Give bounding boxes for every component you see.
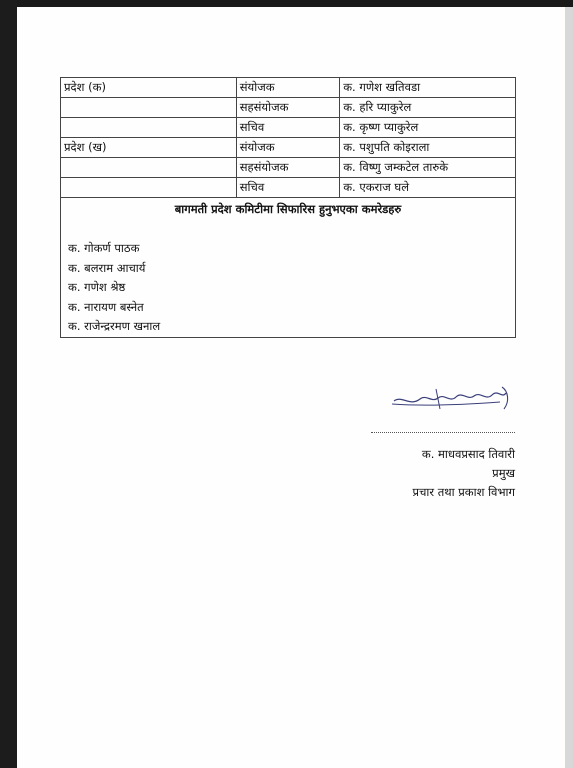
role-cell: संयोजक [236, 78, 339, 98]
committee-table [60, 77, 516, 338]
bagmati-section [61, 198, 516, 338]
name-cell: क. पशुपति कोइराला [340, 138, 516, 158]
name-cell: क. गणेश खतिवडा [340, 78, 516, 98]
name-cell: क. कृष्ण प्याकुरेल [340, 118, 516, 138]
bagmati-section-row [61, 198, 516, 338]
top-border [0, 0, 573, 7]
province-cell: प्रदेश (क) [61, 78, 237, 98]
left-border [0, 0, 17, 768]
bagmati-section-title: बागमती प्रदेश कमिटीमा सिफारिस हुनुभएका कमरेडहरु [174, 202, 402, 216]
list-item: क. राजेन्द्ररमण खनाल [68, 319, 161, 334]
table-row [61, 178, 516, 198]
table-row [61, 78, 516, 98]
province-cell [61, 118, 237, 138]
name-cell: क. एकराज घले [340, 178, 516, 198]
signer-name: क. माधवप्रसाद तिवारी [421, 447, 515, 461]
role-cell: सहसंयोजक [236, 158, 339, 178]
right-shadow [565, 7, 573, 768]
province-cell [61, 158, 237, 178]
signer-department: प्रचार तथा प्रकाश विभाग [412, 485, 515, 499]
signer-block [357, 445, 515, 502]
table-row [61, 158, 516, 178]
signature-line [371, 432, 515, 433]
table-row [61, 98, 516, 118]
name-cell: क. विष्णु जम्कटेल तारुके [340, 158, 516, 178]
list-item: क. बलराम आचार्य [68, 260, 146, 275]
role-cell: संयोजक [236, 138, 339, 158]
document-page [17, 7, 565, 768]
name-cell: क. हरि प्याकुरेल [340, 98, 516, 118]
bagmati-member-list [68, 239, 512, 337]
province-cell: प्रदेश (ख) [61, 138, 237, 158]
role-cell: सचिव [236, 178, 339, 198]
table-row [61, 138, 516, 158]
list-item: क. गणेश श्रेष्ठ [68, 280, 126, 295]
list-item: क. नारायण बस्नेत [68, 299, 144, 314]
list-item: क. गोकर्ण पाठक [68, 241, 140, 255]
role-cell: सहसंयोजक [236, 98, 339, 118]
handwritten-signature [390, 379, 520, 419]
province-cell [61, 98, 237, 118]
table-row [61, 118, 516, 138]
signer-title: प्रमुख [492, 466, 515, 480]
province-cell [61, 178, 237, 198]
role-cell: सचिव [236, 118, 339, 138]
